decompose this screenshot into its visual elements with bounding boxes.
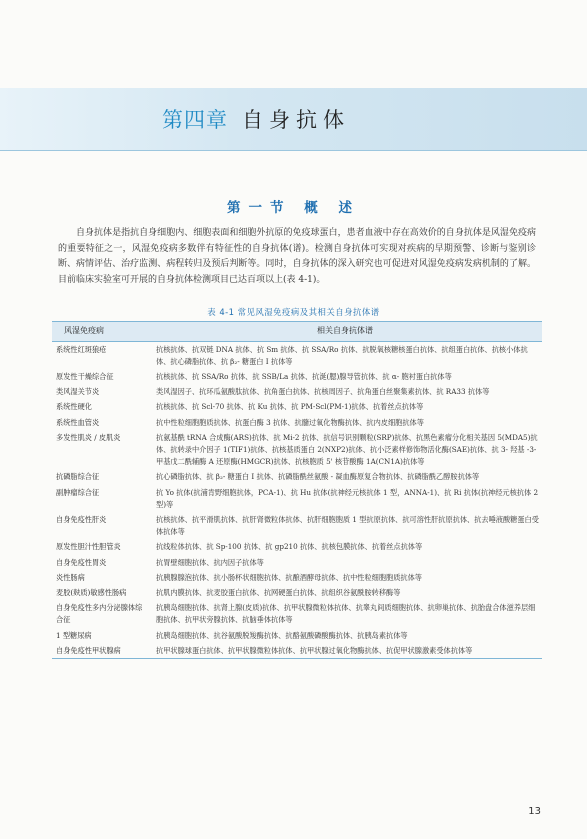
- disease-name: 自身免疫性多内分泌腺体综合征: [56, 603, 143, 625]
- table-row: [52, 540, 542, 555]
- disease-name: 副肿瘤综合征: [56, 487, 100, 497]
- table-row: [52, 415, 542, 430]
- table-row: [52, 512, 542, 539]
- antibody-list: 类风湿因子、抗环瓜氨酸肽抗体、抗角蛋白抗体、抗核周因子、抗角蛋白丝聚集素抗体、抗 RA33 抗体等: [156, 387, 490, 397]
- antibody-list: 抗胰岛细胞抗体、抗肾上腺(皮质)抗体、抗甲状腺微粒体抗体、抗睾丸间质细胞抗体、抗卵巢抗体、抗胎盘合体滋养层细胞抗体、抗甲状旁腺抗体、抗脑垂体抗体等: [156, 603, 536, 625]
- antibody-list: 抗胰岛细胞抗体、抗谷氨酸脱羧酶抗体、抗酪氨酸磷酸酶抗体、抗胰岛素抗体等: [156, 630, 408, 640]
- antibody-list: 抗肌内膜抗体、抗麦胶蛋白抗体、抗网硬蛋白抗体、抗组织谷氨酰胺转移酶等: [156, 587, 401, 597]
- disease-name: 自身免疫性胃炎: [56, 557, 107, 567]
- page-number: 13: [528, 806, 541, 817]
- banner-divider: [0, 150, 587, 151]
- table-row: [52, 601, 542, 628]
- antibody-list: 抗核抗体、抗 Scl-70 抗体、抗 Ku 抗体、抗 PM-Scl(PM-1)抗体、抗着丝点抗体等: [156, 402, 424, 412]
- antibody-list: 抗线粒体抗体、抗 Sp-100 抗体、抗 gp210 抗体、抗核包膜抗体、抗着丝点抗体等: [156, 542, 423, 552]
- chapter-number: 第四章: [162, 108, 228, 132]
- disease-name: 自身免疫性肝炎: [56, 514, 107, 524]
- table-row: [52, 400, 542, 415]
- antibody-list: 抗核抗体、抗双链 DNA 抗体、抗 Sm 抗体、抗 SSA/Ro 抗体、抗脱氧核糖核蛋白抗体、抗组蛋白抗体、抗核小体抗体、抗心磷脂抗体、抗 β₂- 糖蛋白 I 抗体等: [156, 344, 528, 366]
- table-row: [52, 628, 542, 643]
- antibody-list: 抗心磷脂抗体、抗 β₂- 糖蛋白 I 抗体、抗磷脂酰丝氨酸 - 凝血酶原复合物抗体、抗磷脂酰乙醇胺抗体等: [156, 472, 480, 482]
- antibody-list: 抗氨基酰 tRNA 合成酶(ARS)抗体、抗 Mi-2 抗体、抗信号识别颗粒(SRP)抗体、抗黑色素瘤分化相关基因 5(MDA5)抗体、抗转录中介因子 1(TIF1)抗体、抗核基质蛋白 2(NXP2)抗体、抗小泛素样修饰物活化酶(SAE)抗体、抗 3- 羟基 -3- 甲基戊二酰辅酶 A 还原酶(HMGCR)抗体、抗核胞质 5' 核苷酸酶 1A(CN1A)抗体等: [156, 432, 538, 467]
- disease-name: 麦胶(麸质)敏感性肠病: [56, 587, 127, 597]
- table-row: [52, 470, 542, 485]
- disease-name: 系统性硬化: [56, 402, 92, 412]
- antibody-list: 抗核抗体、抗平滑肌抗体、抗肝肾微粒体抗体、抗肝细胞胞质 1 型抗原抗体、抗可溶性肝抗原抗体、抗去唾液酸糖蛋白受体抗体等: [156, 514, 539, 537]
- table-row: [52, 555, 542, 570]
- antibody-list: 抗 Yo 抗体(抗浦肯野细胞抗体，PCA-1)、抗 Hu 抗体(抗神经元核抗体 1 型，ANNA-1)、抗 Ri 抗体(抗神经元核抗体 2 型)等: [156, 487, 539, 509]
- disease-name: 1 型糖尿病: [56, 630, 92, 640]
- table-row: [52, 342, 542, 370]
- antibody-list: 抗胰腺腺泡抗体、抗小肠杯状细胞抗体、抗酿酒酵母抗体、抗中性粒细胞胞质抗体等: [156, 572, 422, 582]
- table-row: [52, 585, 542, 600]
- chapter-name: 自身抗体: [242, 108, 350, 132]
- table-row: [52, 430, 542, 470]
- disease-name: 原发性干燥综合征: [56, 371, 114, 381]
- disease-name: 自身免疫性甲状腺病: [52, 643, 148, 659]
- section-title: 第一节 概 述: [227, 200, 360, 216]
- antibody-list: 抗甲状腺球蛋白抗体、抗甲状腺微粒体抗体、抗甲状腺过氧化物酶抗体、抗促甲状腺激素受体抗体等: [148, 643, 542, 659]
- chapter-title: [162, 104, 350, 134]
- disease-name: 抗磷脂综合征: [56, 472, 100, 482]
- table-row: [52, 369, 542, 384]
- header-disease: 风湿免疫病: [52, 322, 148, 342]
- table-row: [52, 385, 542, 400]
- disease-name: 系统性血管炎: [56, 417, 100, 427]
- disease-name: 多发性肌炎 / 皮肌炎: [56, 432, 121, 442]
- table-body: [52, 342, 542, 659]
- disease-name: 原发性胆汁性胆管炎: [56, 542, 121, 552]
- table-row: [52, 485, 542, 512]
- disease-name: 类风湿关节炎: [56, 387, 100, 397]
- table-row: [52, 570, 542, 585]
- disease-name: 系统性红斑狼疮: [56, 344, 107, 354]
- table-caption: 表 4-1 常见风湿免疫病及其相关自身抗体谱: [207, 307, 380, 317]
- antibody-list: 抗核抗体、抗 SSA/Ro 抗体、抗 SSB/La 抗体、抗涎(腮)腺导管抗体、抗 α- 胞衬蛋白抗体等: [156, 371, 452, 381]
- header-antibodies: 相关自身抗体谱: [148, 322, 542, 342]
- antibody-list: 抗胃壁细胞抗体、抗内因子抗体等: [156, 557, 264, 567]
- antibody-list: 抗中性粒细胞胞质抗体、抗蛋白酶 3 抗体、抗髓过氧化物酶抗体、抗内皮细胞抗体等: [156, 417, 424, 427]
- disease-name: 炎性肠病: [56, 572, 85, 582]
- intro-paragraph: 自身抗体是指抗自身细胞内、细胞表面和细胞外抗原的免疫球蛋白，患者血液中存在高效价的自身抗体是风湿免疫病的重要特征之一，风湿免疫病多数伴有特征性的自身抗体(谱)。检测自身抗体可实现对疾病的早期预警、诊断与鉴别诊断、病情评估、治疗监测、病程转归及预后判断等。同时，自身抗体的深入研究也可促进对风湿免疫病发病机制的了解。目前临床实验室可开展的自身抗体检测项目已达百项以上(表 4-1)。: [58, 228, 536, 285]
- table-header-row: [52, 322, 542, 342]
- table-row: [52, 643, 542, 659]
- antibody-table: [52, 321, 542, 659]
